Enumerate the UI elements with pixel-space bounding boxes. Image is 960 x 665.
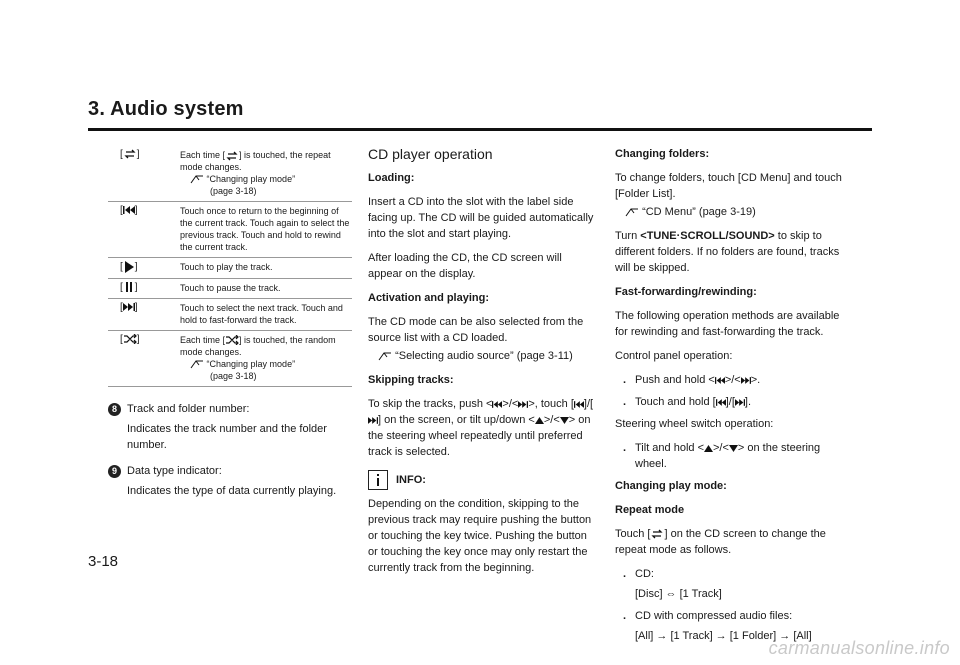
table-row: [ ] Touch to pause the track. <box>108 278 352 298</box>
list-item: . Touch and hold [ ]/[ ]. <box>623 396 752 408</box>
skip-back-icon <box>492 398 502 410</box>
table-row: [ ] Each time [ ] is touched, the random mode changes. “Changing play mode” (page 3-18) <box>108 330 352 386</box>
random-icon <box>123 334 137 345</box>
reference-link[interactable]: “Selecting audio source” (page 3-11) <box>395 350 573 362</box>
skip-back-icon <box>715 374 725 386</box>
table-row: [ ] Touch to select the next track. Touch and hold to fast-forward the track. <box>108 298 352 330</box>
reference-icon <box>378 350 392 362</box>
section-title: 3. Audio system <box>88 98 244 120</box>
controls-table <box>108 146 352 387</box>
repeat-icon <box>650 528 664 540</box>
callout-description: Indicates the type of data currently playing. <box>127 484 337 497</box>
up-arrow-icon <box>535 414 544 426</box>
reference-icon <box>625 206 639 218</box>
down-arrow-icon <box>729 442 738 454</box>
title-rule <box>88 128 872 131</box>
repeat-icon <box>123 149 137 160</box>
activation-heading: Activation and playing: <box>368 292 490 304</box>
list-item: . CD with compressed audio files: [All] → [1 Track] → [1 Folder] → [All] <box>623 610 812 642</box>
skip-back-icon <box>123 205 135 216</box>
callout-8: 8 Track and folder number: <box>108 401 352 417</box>
folders-heading: Changing folders: <box>615 148 710 160</box>
section-heading: CD player operation <box>368 146 493 162</box>
skip-forward-icon <box>741 374 751 386</box>
callout-number: 8 <box>108 403 121 416</box>
skip-back-icon <box>716 396 726 408</box>
callout-description: Indicates the track number and the folder number. <box>127 422 327 451</box>
column-3: Changing folders: To change folders, touch [CD Menu] and touch [Folder List]. “CD Menu” (page 3-19) Turn <TUNE·SCROLL/SOUND> to skip to different folders. If no folders are found, tracks will be skipped. Fast-forwarding/rewinding: The following operation methods are available for rewinding and fast-forwarding the track. Control panel operation: . Push and hold < >/< >. . Touch and hold [ ]/[ ]. Steering wheel switch operation: . Tilt and hold < >/< > on the steering wheel. Changing play mode: Repeat mode Touch [ ] on the CD screen to change the repeat mode as follows. . CD: [Disc] ⇔ [1 Track] . CD with compressed audio files: [All] → [1 Track] → [1 Folder] → [All] <box>615 146 845 650</box>
callout-9: 9 Data type indicator: <box>108 463 352 479</box>
loading-heading: Loading: <box>368 172 415 184</box>
reference-link[interactable]: “Changing play mode” <box>206 358 296 369</box>
skip-forward-icon <box>123 302 135 313</box>
watermark: carmanualsonline.info <box>768 638 950 658</box>
random-icon <box>225 335 239 345</box>
column-1 <box>108 146 352 509</box>
skip-forward-icon <box>518 398 528 410</box>
info-text: Depending on the condition, skipping to the previous track may require pushing the button or touching the key twice. Pushing the button or touching the key once may only restart the currently track from the beginning. <box>368 498 592 574</box>
reference-icon <box>190 359 204 369</box>
list-item: . Push and hold < >/< >. <box>623 374 761 386</box>
table-row: [ ] Touch once to return to the beginning of the current track. Touch again to select the previous track. Touch and hold to rewind the current track. <box>108 202 352 258</box>
up-arrow-icon <box>704 442 713 454</box>
list-item: . Tilt and hold < >/< > on the steering wheel. <box>623 442 821 470</box>
repeat-mode-heading: Repeat mode <box>615 504 685 516</box>
skipping-heading: Skipping tracks: <box>368 374 454 386</box>
table-row: [ ] Touch to play the track. <box>108 258 352 279</box>
reference-link[interactable]: “Changing play mode” <box>206 174 296 184</box>
pause-icon <box>123 282 135 293</box>
page-number: 3-18 <box>88 553 119 570</box>
column-2: CD player operation Loading: Insert a CD into the slot with the label side facing up. The CD will be guided automatically into the slot and start playing. After loading the CD, the CD screen will appear on the display. Activation and playing: The CD mode can be also selected from the source list with a CD loaded. “Selecting audio source” (page 3-11) Skipping tracks: To skip the tracks, push < >/< >, touch [ ]/[] on the screen, or tilt up/down < >/< > on the steering wheel repeatedly until preferred track is selected. INFO: Depending on the condition, skipping to the previous track may require pushing the button or touching the key twice. Pushing the button or touching the key once may only restart the currently track from the beginning. <box>368 146 594 574</box>
info-icon <box>368 470 388 490</box>
ff-heading: Fast-forwarding/rewinding: <box>615 286 757 298</box>
skip-forward-icon <box>735 396 745 408</box>
skip-forward-icon <box>368 414 378 426</box>
reference-icon <box>190 174 204 184</box>
list-item: . CD: [Disc] ⇔ [1 Track] <box>623 568 722 600</box>
callout-number: 9 <box>108 465 121 478</box>
down-arrow-icon <box>560 414 569 426</box>
reference-link[interactable]: “CD Menu” (page 3-19) <box>642 206 756 218</box>
info-heading: INFO: <box>368 470 594 490</box>
play-icon <box>123 262 135 273</box>
repeat-icon <box>225 150 239 160</box>
skip-back-icon <box>574 398 584 410</box>
play-mode-heading: Changing play mode: <box>615 480 727 492</box>
table-row: [ ] Each time [ ] is touched, the repeat mode changes. “Changing play mode” (page 3-18) <box>108 146 352 202</box>
